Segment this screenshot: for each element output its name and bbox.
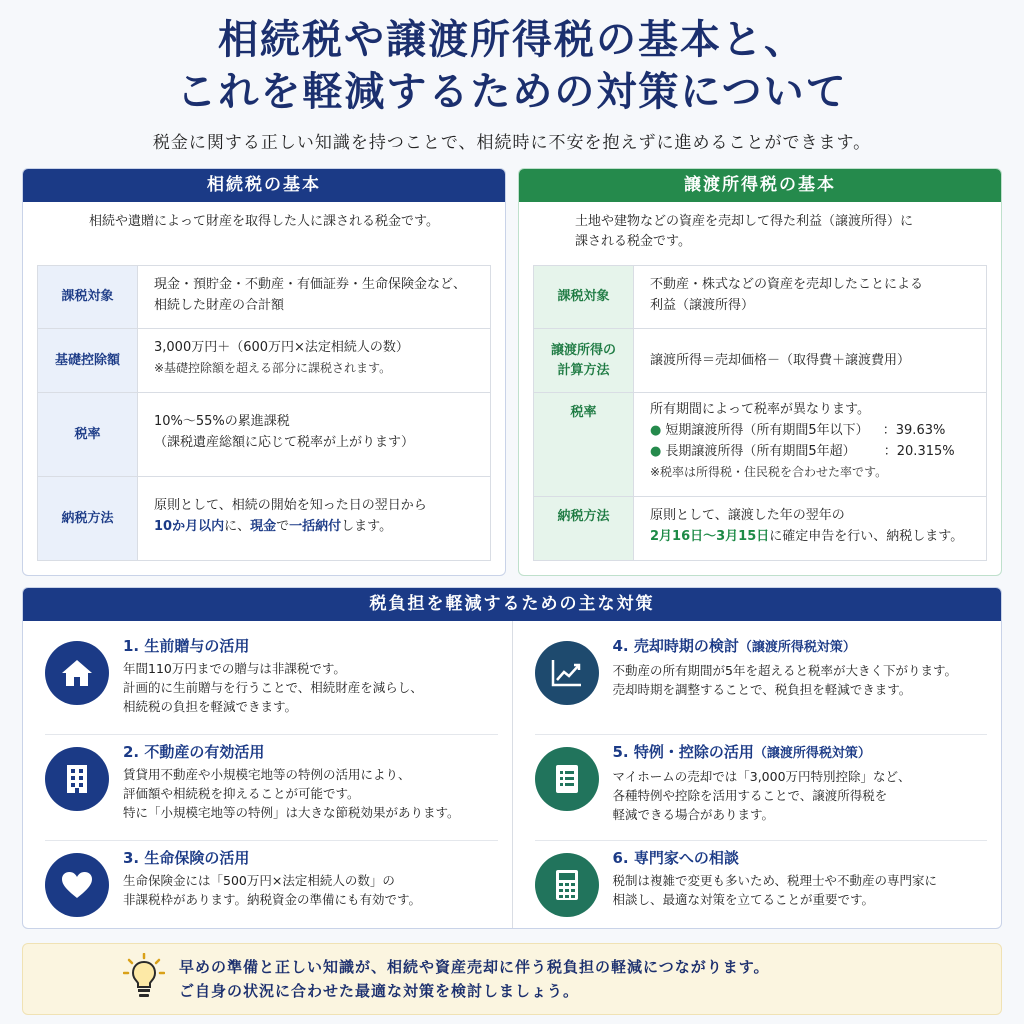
value-line: （課税遺産総額に応じて税率が上がります） [154,435,415,450]
row-value [138,266,490,328]
measure-tag: （譲渡所得税対策） [738,640,856,655]
list-item [535,735,988,841]
building-icon [45,747,109,811]
measures-column-right [512,621,1002,929]
transfer-tax-heading: 譲渡所得税の基本 [519,169,1001,202]
measure-text: 売却時期を調整することで、税負担を軽減できます。 [612,682,912,697]
measure-text: 不動産の所有期間が5年を超えると税率が大きく下がります。 [612,663,957,678]
list-item [535,841,988,923]
value-line: 10%〜55%の累進課税 [154,414,290,429]
measure-title: 1. 生前贈与の活用 [123,637,250,655]
measure-text: 賃貸用不動産や小規模宅地等の特例の活用により、 [123,767,411,782]
page-title [0,14,1024,118]
measure-text: 特に「小規模宅地等の特例」は大きな節税効果があります。 [123,805,460,820]
transfer-tax-card [518,168,1002,576]
table-row [37,393,491,477]
short-term-rate [650,420,970,441]
row-label [534,329,634,392]
value-line: 不動産・株式などの資産を売却したことによる [650,277,924,292]
row-label: 納税方法 [38,477,138,560]
measure-title: 6. 専門家への相談 [612,849,739,867]
measure-text: 税制は複雑で変更も多いため、税理士や不動産の専門家に [612,873,938,888]
row-value [138,329,490,392]
value-note: ※税率は所得税・住民税を合わせた率です。 [650,465,888,479]
value-line: 3,000万円＋（600万円×法定相続人の数） [154,340,409,355]
list-item [45,841,498,923]
label-line: 譲渡所得の [550,342,616,358]
inheritance-tax-lead: 相続や遺贈によって財産を取得した人に課される税金です。 [89,214,439,229]
measure-text: 軽減できる場合があります。 [612,807,775,822]
calculator-icon [535,853,599,917]
measure-text: マイホームの売却では「3,000万円特別控除」など、 [612,769,911,784]
value-note: ※基礎控除額を超える部分に課税されます。 [154,361,392,375]
lead-line: 土地や建物などの資産を売却して得た利益（譲渡所得）に [575,214,914,229]
measure-text: 計画的に生前贈与を行うことで、相続財産を減らし、 [123,680,423,695]
row-label: 納税方法 [534,497,634,560]
highlight-cash: 現金 [250,519,277,534]
rate-label: 長期譲渡所得（所有期間5年超） [665,444,856,459]
bullet-dot-icon: ● [650,423,662,438]
transfer-tax-lead [519,202,1001,252]
row-label: 課税対象 [38,266,138,328]
measure-text: 評価額や相続税を抑えることが可能です。 [123,786,360,801]
highlight-deadline: 10か月以内 [154,519,225,534]
text-fragment: に確定申告を行い、納税します。 [769,529,964,544]
footer-note [22,943,1002,1015]
house-icon [45,641,109,705]
row-value [138,477,490,560]
measure-title: 2. 不動産の有効活用 [123,743,265,761]
row-label: 税率 [38,393,138,476]
measure-tag: （譲渡所得税対策） [753,746,871,761]
list-item [45,629,498,735]
measure-text: 年間110万円までの贈与は非課税です。 [123,661,346,676]
inheritance-tax-table [37,265,491,561]
value-line: 利益（譲渡所得） [650,298,755,313]
inheritance-tax-heading: 相続税の基本 [23,169,505,202]
table-row [37,329,491,393]
measure-title [613,635,988,659]
value-line: 所有期間によって税率が異なります。 [650,402,870,417]
document-icon [535,747,599,811]
value-line [154,516,474,537]
table-row [533,329,987,393]
title-line-2: これを軽減するための対策について [176,68,848,115]
row-value [634,393,986,496]
text-fragment: で [276,519,290,534]
footer-line-1: 早めの準備と正しい知識が、相続や資産売却に伴う税負担の軽減につながります。 [179,958,770,976]
measure-text: 相続税の負担を軽減できます。 [123,699,298,714]
header [0,0,1024,153]
highlight-filing-period: 2月16日〜3月15日 [650,529,770,544]
value-line: 原則として、相続の開始を知った日の翌日から [154,498,427,513]
measures-column-left [23,621,512,929]
measure-text: 相談し、最適な対策を立てることが重要です。 [612,892,875,907]
row-label: 課税対象 [534,266,634,328]
footer-line-2: ご自身の状況に合わせた最適な対策を検討しましょう。 [179,982,580,1000]
row-value [634,329,986,392]
rate-value: ：39.63% [882,423,946,438]
row-label: 税率 [534,393,634,496]
row-value [138,393,490,476]
table-row [533,265,987,329]
long-term-rate [650,441,970,462]
text-fragment: します。 [341,519,393,534]
value-line [650,526,970,547]
measure-title-text: 4. 売却時期の検討 [612,637,739,655]
value-line: 譲渡所得＝売却価格－（取得費＋譲渡費用） [650,353,911,368]
rate-value: ：20.315% [883,444,955,459]
text-fragment: に、 [224,519,251,534]
list-item [45,735,498,841]
table-row [37,265,491,329]
bullet-dot-icon: ● [650,444,662,459]
highlight-lump-sum: 一括納付 [289,519,342,534]
measure-title [613,741,988,765]
lead-line: 課される税金です。 [575,234,691,249]
transfer-tax-table [533,265,987,561]
label-line: 計算方法 [557,362,610,378]
measure-text: 非課税枠があります。納税資金の準備にも有効です。 [123,892,422,907]
measure-title: 3. 生命保険の活用 [123,849,250,867]
page-subtitle: 税金に関する正しい知識を持つことで、相続時に不安を抱えずに進めることができます。 [152,133,872,153]
chart-icon [535,641,599,705]
row-value [634,266,986,328]
measures-heading: 税負担を軽減するための主な対策 [23,588,1001,621]
value-line: 現金・預貯金・不動産・有価証券・生命保険金など、 [154,277,467,292]
measure-title-text: 5. 特例・控除の活用 [612,743,754,761]
measure-text: 各種特例や控除を活用することで、譲渡所得税を [612,788,888,803]
basics-row [22,168,1002,576]
lightbulb-icon [123,953,165,1005]
list-item [535,629,988,735]
value-line: 原則として、譲渡した年の翌年の [650,508,845,523]
table-row [533,497,987,561]
row-value [634,497,986,560]
measures-section [22,587,1002,929]
measure-text: 生命保険金には「500万円×法定相続人の数」の [123,873,395,888]
table-row [37,477,491,561]
inheritance-tax-card [22,168,506,576]
row-label: 基礎控除額 [38,329,138,392]
rate-label: 短期譲渡所得（所有期間5年以下） [665,423,869,438]
table-row [533,393,987,497]
heart-icon [45,853,109,917]
title-line-1: 相続税や譲渡所得税の基本と、 [218,16,806,63]
value-line: 相続した財産の合計額 [154,298,285,313]
